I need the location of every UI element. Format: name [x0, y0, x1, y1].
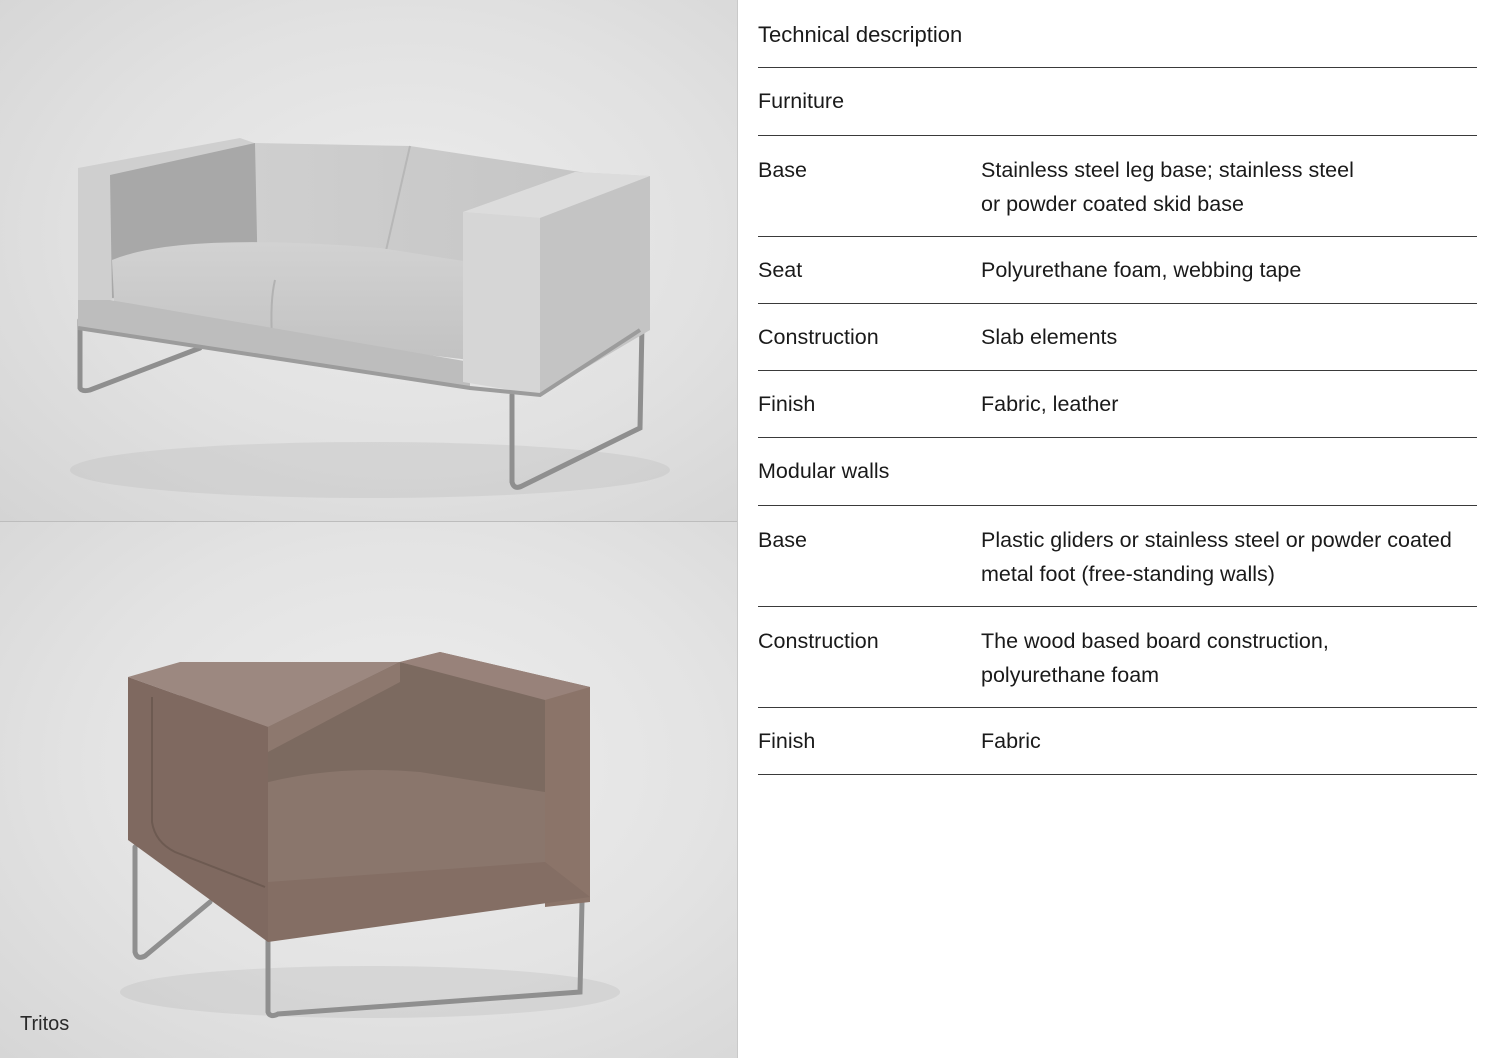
- armchair-photo: [0, 522, 738, 1058]
- spec-row-furniture-base: [758, 136, 1477, 237]
- spec-value: Slab elements: [981, 325, 1118, 349]
- spec-value: [981, 523, 1477, 591]
- spec-value-line: Plastic gliders or stainless steel or powder coated: [981, 528, 1452, 552]
- spec-label: Construction: [758, 324, 879, 349]
- spec-row-modular-construction: [758, 607, 1477, 708]
- product-photos: [0, 0, 738, 1058]
- spec-value: [981, 153, 1477, 221]
- spec-row-furniture-finish: [758, 371, 1477, 438]
- spec-value-line: metal foot (free-standing walls): [981, 562, 1275, 586]
- spec-value-line: or powder coated skid base: [981, 192, 1244, 216]
- spec-label: Seat: [758, 257, 803, 282]
- product-caption: Tritos: [20, 1013, 70, 1035]
- spec-value-line: polyurethane foam: [981, 663, 1160, 687]
- spec-row-modular-base: [758, 506, 1477, 607]
- section-heading-modular-walls: [758, 438, 1477, 506]
- spec-title: Technical description: [758, 0, 1477, 68]
- section-heading-label: Modular walls: [758, 459, 890, 483]
- spec-label: Construction: [758, 629, 879, 653]
- spec-value: [981, 624, 1477, 692]
- spec-row-furniture-construction: [758, 304, 1477, 371]
- spec-row-furniture-seat: [758, 237, 1477, 304]
- spec-row-modular-finish: [758, 708, 1477, 775]
- spec-label: Finish: [758, 391, 816, 416]
- spec-label: Base: [758, 528, 808, 552]
- spec-label: Base: [758, 158, 808, 182]
- grey-sofa-illustration: [0, 0, 738, 521]
- section-heading-furniture: [758, 68, 1477, 136]
- spec-value: Fabric, leather: [981, 392, 1119, 416]
- spec-label: Finish: [758, 728, 816, 753]
- technical-description: [758, 0, 1477, 775]
- spec-value: Polyurethane foam, webbing tape: [981, 258, 1302, 282]
- sofa-photo: [0, 0, 738, 521]
- photo-edge: [737, 0, 738, 1058]
- spec-value-line: Stainless steel leg base; stainless steel: [981, 158, 1354, 182]
- section-heading-label: Furniture: [758, 89, 845, 113]
- spec-value: Fabric: [981, 729, 1041, 753]
- spec-value-line: The wood based board construction,: [981, 629, 1329, 653]
- brown-armchair-illustration: [0, 522, 738, 1058]
